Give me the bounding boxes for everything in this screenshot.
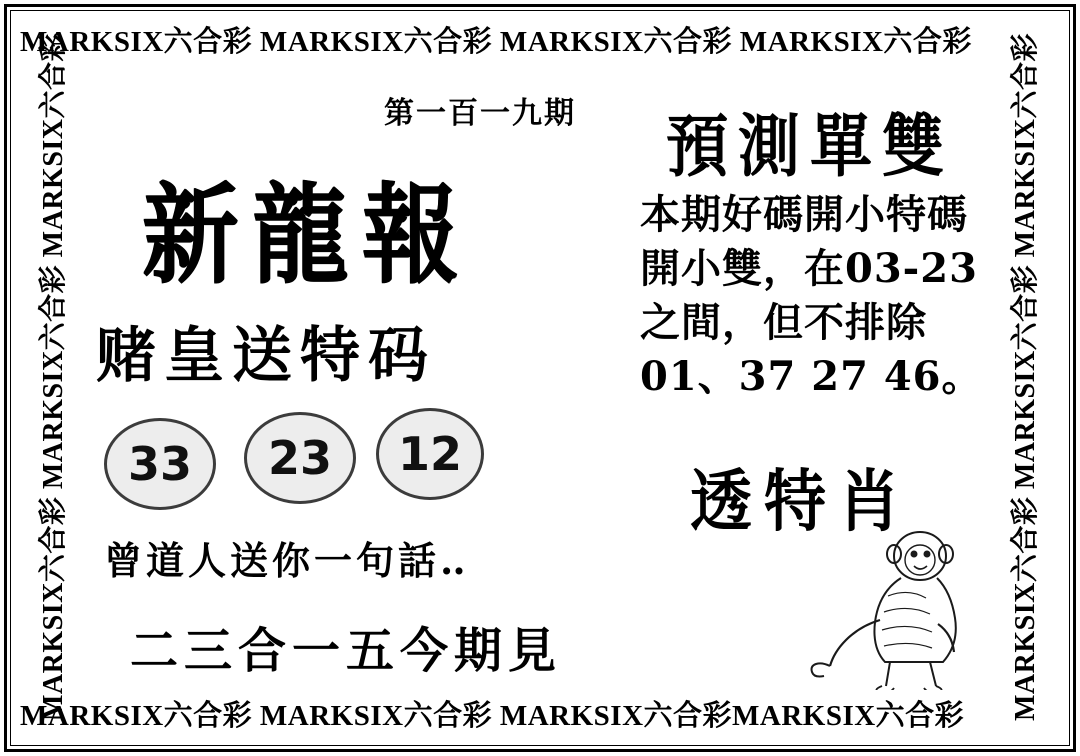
lucky-number-ball: 23 [244, 412, 356, 504]
watermark-top: MARKSIX六合彩 MARKSIX六合彩 MARKSIX六合彩 MARKSIX六合彩 [20, 26, 972, 58]
watermark-bottom: MARKSIX六合彩 MARKSIX六合彩 MARKSIX六合彩MARKSIX六合彩 [20, 700, 965, 732]
page-title: 新龍報 [142, 171, 472, 298]
slogan-tertiary: 二三合一五今期見 [130, 623, 563, 679]
issue-number: 第一百一九期 [384, 97, 576, 130]
monkey-illustration [770, 520, 1000, 690]
zodiac-heading: 透特肖 [690, 462, 913, 541]
lucky-number-group [104, 408, 544, 518]
prediction-heading: 預測單雙 [666, 106, 955, 187]
watermark-right: MARKSIX六合彩 MARKSIX六合彩 MARKSIX六合彩 [1010, 32, 1041, 721]
slogan-primary: 赌皇送特码 [96, 321, 436, 391]
watermark-left: MARKSIX六合彩 MARKSIX六合彩 MARKSIX六合彩 [38, 32, 69, 721]
prediction-body: 本期好碼開小特碼開小雙，在03-23之間，但不排除01、37 27 46。 [640, 191, 983, 400]
slogan-secondary: 曾道人送你一句話‥ [104, 538, 470, 583]
lucky-number-ball: 12 [376, 408, 484, 500]
lucky-number-ball: 33 [104, 418, 216, 510]
